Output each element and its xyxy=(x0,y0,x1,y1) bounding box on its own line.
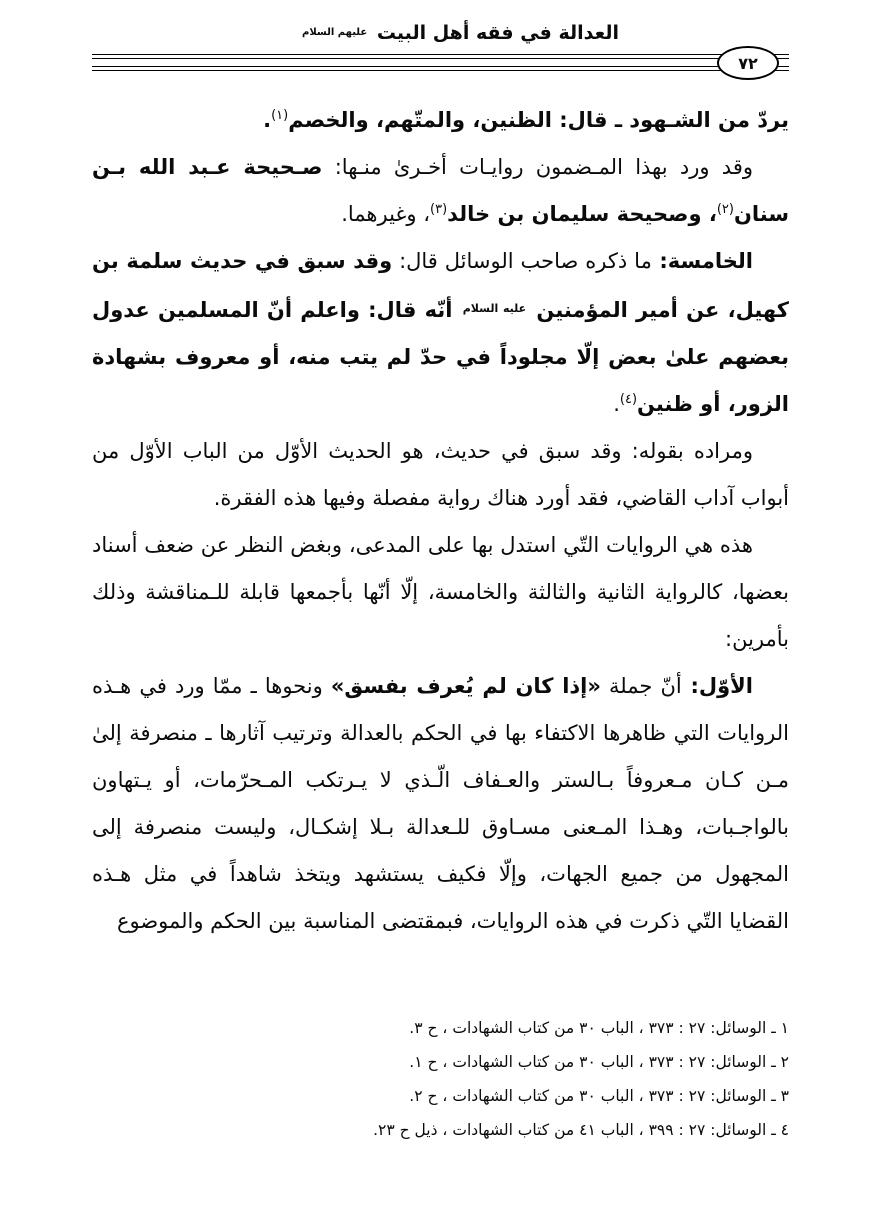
paragraph xyxy=(92,522,789,663)
text-segment: الأوّل: xyxy=(681,674,753,698)
body-paragraphs xyxy=(92,97,789,945)
footnote-item: ٢ ـ الوسائل: ٢٧ : ٣٧٣ ، الباب ٣٠ من كتاب الشهادات ، ح ١. xyxy=(409,1053,789,1071)
divider-line-bottom xyxy=(92,66,789,71)
paragraph xyxy=(92,663,789,945)
text-segment: هذه هي الروايات التّي استدل بها على المدعى، وبغض النظر عن ضعف أسناد بعضها، كالرواية الثانية والثالثة والخامسة، إلّا أنّها بأجمعها قابلة للـمناقشة وذلك بأمرين: xyxy=(92,533,789,651)
text-segment: ، وصحيحة سليمان بن خالد xyxy=(447,202,717,226)
paragraph xyxy=(92,428,789,522)
footnote-marker: (٣) xyxy=(430,202,448,217)
footnotes-section xyxy=(92,1011,789,1147)
text-segment: ، وغيرهما. xyxy=(341,202,431,226)
text-segment: . xyxy=(613,392,620,416)
page-header xyxy=(92,22,789,73)
text-segment: . xyxy=(263,108,272,132)
honorific-symbol: عليه السلام xyxy=(462,302,527,315)
footnote-marker: (٢) xyxy=(716,202,734,217)
paragraph xyxy=(92,144,789,238)
text-segment: يردّ من الشـهود ـ قال: الظنين، والمتّهم، والخصم xyxy=(288,108,789,132)
page-number: ٧٢ xyxy=(738,53,758,73)
footnote-item: ٤ ـ الوسائل: ٢٧ : ٣٩٩ ، الباب ٤١ من كتاب الشهادات ، ذيل ح ٢٣. xyxy=(373,1121,789,1139)
paragraph xyxy=(92,97,789,144)
footnote-item: ١ ـ الوسائل: ٢٧ : ٣٧٣ ، الباب ٣٠ من كتاب الشهادات ، ح ٣. xyxy=(409,1019,789,1037)
text-segment: وقد ورد بهذا المـضمون روايـات أخـرىٰ منـها: xyxy=(322,155,754,179)
text-segment: ونحوها ـ ممّا ورد في هـذه الروايات التي ظاهرها الاكتفاء بها في الحكم بالعدالة وترتيب آثارها ـ منصرفة إلىٰ مـن كـان مـعروفاً بـالستر والعـفاف الّـذي لا يـرتكب المـحرّمات، أو يـتهاون بالواجـبات، وهـذا المـعنى مسـاوق للـعدالة بـلا إشكـال، وليست منصرفة إلى المجهول من جميع الجهات، وإلّا فكيف يستشهد ويتخذ شاهداً في مثل هـذه القضايا التّي ذكرت في هذه الروايات، فبمقتضى المناسبة بين الحكم والموضوع xyxy=(92,674,789,933)
text-segment: ما ذكره صاحب الوسائل قال: xyxy=(392,249,652,273)
text-segment: صـحيحة عـبد الله بـن سنان xyxy=(92,155,789,226)
text-segment: ومراده بقوله: وقد سبق في حديث، هو الحديث الأوّل من الباب الأوّل من أبواب آداب القاضي، فقد أورد هناك رواية مفصلة وفيها هذه الفقرة. xyxy=(92,439,789,510)
running-head-text: العدالة في فقه أهل البيت xyxy=(376,22,620,44)
page-number-badge xyxy=(717,46,779,80)
text-segment: الخامسة: xyxy=(651,249,754,273)
text-segment: وقد سبق في حديث سلمة بن كهيل، عن أمير المؤمنين xyxy=(92,249,789,322)
honorific-symbol: عليهم السلام xyxy=(301,27,368,38)
text-segment: «إذا كان لم يُعرف بفسق» xyxy=(330,674,601,698)
running-head-title xyxy=(92,22,789,44)
text-segment: أنّ جملة xyxy=(600,674,682,698)
footnote-item: ٣ ـ الوسائل: ٢٧ : ٣٧٣ ، الباب ٣٠ من كتاب الشهادات ، ح ٢. xyxy=(409,1087,789,1105)
footnote-marker: (٤) xyxy=(619,392,638,407)
paragraph xyxy=(92,238,789,428)
footnote-marker: (١) xyxy=(271,108,289,123)
text-segment: أنّه قال: واعلم أنّ المسلمين عدول بعضهم علىٰ بعض إلّا مجلوداً في حدّ لم يتب منه، أو معروف بشهادة الزور، أو ظنين xyxy=(92,298,789,416)
header-divider xyxy=(92,53,789,73)
